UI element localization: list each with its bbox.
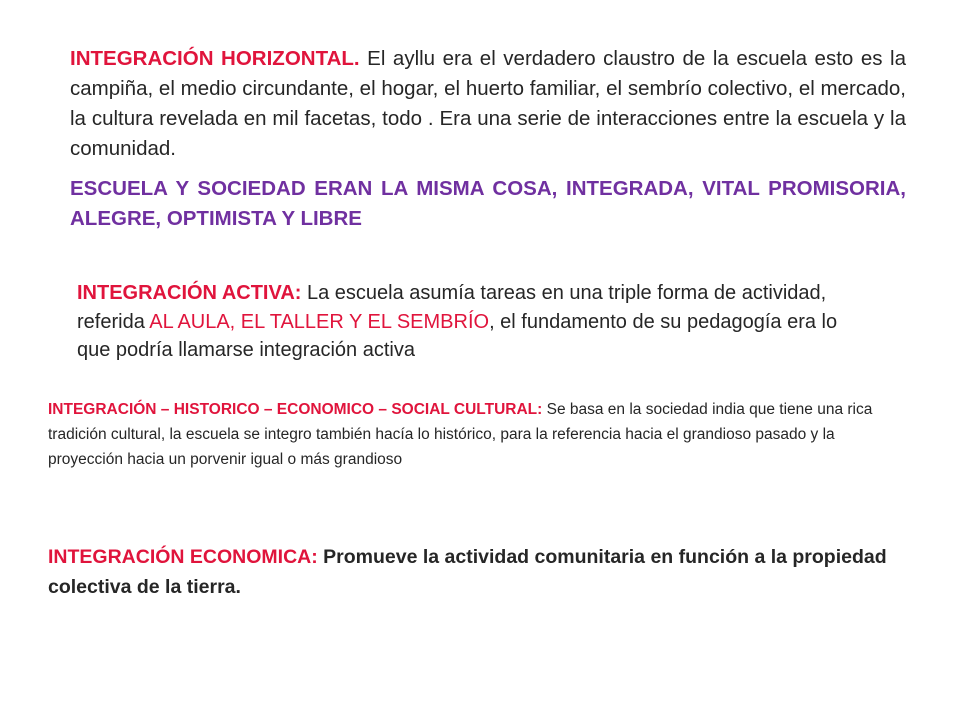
historic-integration-heading: INTEGRACIÓN – HISTORICO – ECONOMICO – SOCIAL CULTURAL:	[48, 401, 543, 418]
active-integration-highlight: AL AULA, EL TALLER Y EL SEMBRÍO	[149, 310, 490, 333]
economic-integration-body: Promueve la actividad comunitaria en función a la propiedad colectiva de la tierra.	[48, 546, 887, 598]
horizontal-integration-paragraph	[70, 44, 906, 164]
active-integration-heading: INTEGRACIÓN ACTIVA:	[77, 282, 302, 304]
active-integration-body-start: La escuela asumía tareas en una triple forma de actividad, referida	[77, 282, 827, 333]
historic-integration-body: Se basa en la sociedad india que tiene una rica tradición cultural, la escuela se integro también hacía lo histórico, para la referencia hacia el grandioso pasado y la proyección hacia un porvenir igual o más grandioso	[48, 401, 873, 468]
active-integration-paragraph	[77, 279, 857, 365]
school-society-statement: ESCUELA Y SOCIEDAD ERAN LA MISMA COSA, INTEGRADA, VITAL PROMISORIA, ALEGRE, OPTIMISTA Y LIBRE	[70, 177, 906, 230]
economic-integration-heading: INTEGRACIÓN ECONOMICA:	[48, 546, 318, 568]
horizontal-integration-body: El ayllu era el verdadero claustro de la escuela esto es la campiña, el medio circundante, el hogar, el huerto familiar, el sembrío colectivo, el mercado, la cultura revelada en mil facetas, todo . Era una serie de interacciones entre la escuela y la comunidad.	[70, 47, 906, 160]
economic-integration-paragraph	[48, 542, 908, 602]
historic-integration-paragraph	[48, 397, 878, 472]
horizontal-integration-heading: INTEGRACIÓN HORIZONTAL.	[70, 47, 360, 70]
active-integration-body-end: , el fundamento de su pedagogía era lo que podría llamarse integración activa	[77, 310, 838, 361]
